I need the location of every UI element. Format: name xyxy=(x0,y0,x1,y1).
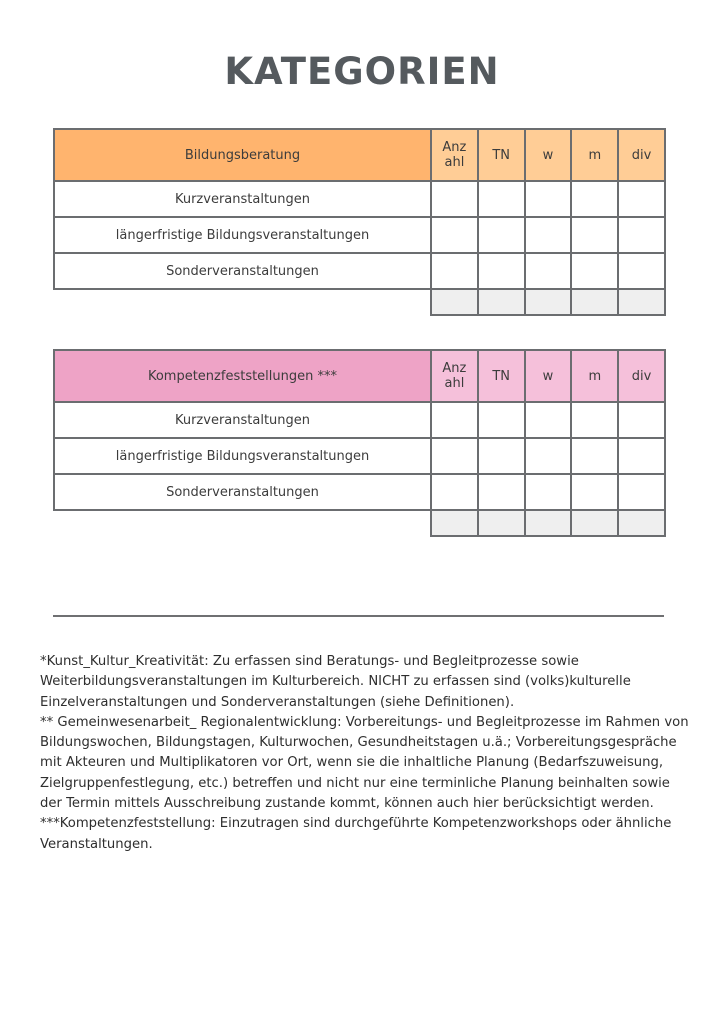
cell-tn[interactable] xyxy=(478,181,525,217)
total-m[interactable] xyxy=(571,510,618,536)
total-div[interactable] xyxy=(618,510,665,536)
cell-m[interactable] xyxy=(571,474,618,510)
table-row xyxy=(54,438,665,474)
cell-div[interactable] xyxy=(618,402,665,438)
cell-w[interactable] xyxy=(525,402,572,438)
footnotes xyxy=(40,652,690,855)
table-header-row xyxy=(54,129,665,181)
row-label: Kurzveranstaltungen xyxy=(54,402,431,438)
footnote-divider xyxy=(53,615,664,617)
column-header-div: div xyxy=(618,129,665,181)
cell-w[interactable] xyxy=(525,181,572,217)
cell-anzahl[interactable] xyxy=(431,217,478,253)
page-title: KATEGORIEN xyxy=(224,50,500,93)
footnote-kunst-kultur: *Kunst_Kultur_Kreativität: Zu erfassen sind Beratungs- und Begleitprozesse sowie Weiterbildungsveranstaltungen im Kulturbereich. NICHT zu erfassen sind (volks)kulturelle Einzelveranstaltungen und Sonderveranstaltungen (siehe Definitionen). xyxy=(40,654,631,710)
column-header-w: w xyxy=(525,129,572,181)
cell-anzahl[interactable] xyxy=(431,253,478,289)
column-header-anzahl: Anz ahl xyxy=(431,129,478,181)
cell-tn[interactable] xyxy=(478,253,525,289)
cell-w[interactable] xyxy=(525,438,572,474)
table-kompetenzfeststellungen xyxy=(53,349,666,537)
row-label: Sonderveranstaltungen xyxy=(54,474,431,510)
cell-anzahl[interactable] xyxy=(431,438,478,474)
column-header-w: w xyxy=(525,350,572,402)
footnote-gemeinwesenarbeit: ** Gemeinwesenarbeit_ Regionalentwicklung: Vorbereitungs- und Begleitprozesse im Rahmen von Bildungswochen, Bildungstagen, Kulturwochen, Gesundheitstagen u.ä.; Vorbereitungsgespräche mit Akteuren und Multiplikatoren vor Ort, wenn sie die inhaltliche Planung (Bedarfszuweisung, Zielgruppenfestlegung, etc.) betreffen und nicht nur eine terminliche Planung beinhalten sowie der Termin mittels Ausschreibung zustande kommt, können auch hier berücksichtigt werden. xyxy=(40,714,689,812)
cell-tn[interactable] xyxy=(478,474,525,510)
table-bildungsberatung xyxy=(53,128,666,316)
row-label: Sonderveranstaltungen xyxy=(54,253,431,289)
row-label: längerfristige Bildungsveranstaltungen xyxy=(54,217,431,253)
cell-m[interactable] xyxy=(571,402,618,438)
totals-row xyxy=(54,510,665,536)
cell-div[interactable] xyxy=(618,181,665,217)
cell-tn[interactable] xyxy=(478,217,525,253)
table-row xyxy=(54,181,665,217)
cell-m[interactable] xyxy=(571,253,618,289)
column-header-tn: TN xyxy=(478,350,525,402)
cell-w[interactable] xyxy=(525,253,572,289)
column-header-anzahl: Anz ahl xyxy=(431,350,478,402)
total-div[interactable] xyxy=(618,289,665,315)
table-header-label: Kompetenzfeststellungen *** xyxy=(54,350,431,402)
cell-m[interactable] xyxy=(571,438,618,474)
total-tn[interactable] xyxy=(478,510,525,536)
cell-w[interactable] xyxy=(525,217,572,253)
cell-div[interactable] xyxy=(618,217,665,253)
total-w[interactable] xyxy=(525,510,572,536)
table-row xyxy=(54,402,665,438)
cell-m[interactable] xyxy=(571,217,618,253)
cell-div[interactable] xyxy=(618,474,665,510)
table-header-label: Bildungsberatung xyxy=(54,129,431,181)
row-label: Kurzveranstaltungen xyxy=(54,181,431,217)
row-label: längerfristige Bildungsveranstaltungen xyxy=(54,438,431,474)
column-header-div: div xyxy=(618,350,665,402)
column-header-tn: TN xyxy=(478,129,525,181)
total-m[interactable] xyxy=(571,289,618,315)
cell-w[interactable] xyxy=(525,474,572,510)
totals-spacer xyxy=(54,510,431,536)
cell-anzahl[interactable] xyxy=(431,402,478,438)
cell-tn[interactable] xyxy=(478,402,525,438)
total-anzahl[interactable] xyxy=(431,289,478,315)
cell-div[interactable] xyxy=(618,438,665,474)
table-row xyxy=(54,217,665,253)
column-header-m: m xyxy=(571,350,618,402)
cell-div[interactable] xyxy=(618,253,665,289)
cell-anzahl[interactable] xyxy=(431,181,478,217)
column-header-m: m xyxy=(571,129,618,181)
table-header-row xyxy=(54,350,665,402)
totals-row xyxy=(54,289,665,315)
cell-tn[interactable] xyxy=(478,438,525,474)
table-row xyxy=(54,253,665,289)
totals-spacer xyxy=(54,289,431,315)
total-w[interactable] xyxy=(525,289,572,315)
total-tn[interactable] xyxy=(478,289,525,315)
cell-m[interactable] xyxy=(571,181,618,217)
footnote-kompetenzfeststellung: ***Kompetenzfeststellung: Einzutragen sind durchgeführte Kompetenzworkshops oder ähnliche Veranstaltungen. xyxy=(40,816,672,852)
cell-anzahl[interactable] xyxy=(431,474,478,510)
total-anzahl[interactable] xyxy=(431,510,478,536)
table-row xyxy=(54,474,665,510)
